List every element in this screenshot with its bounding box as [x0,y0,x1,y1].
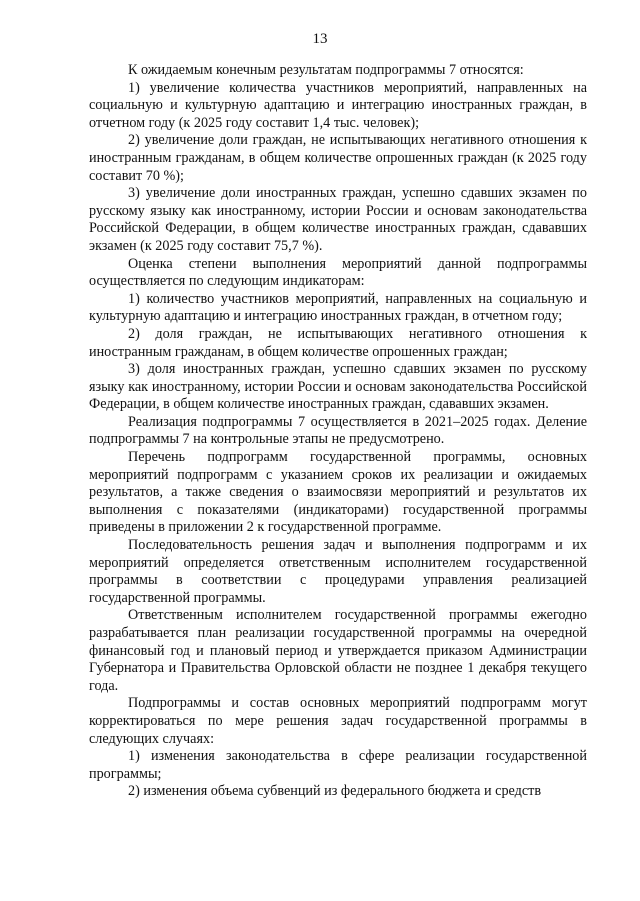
paragraph-result-1: 1) увеличение количества участников мероприятий, направленных на социальную и культурную адаптацию и интеграцию иностранных граждан, в отчетном году (к 2025 году составит 1,4 тыс. человек); [89,79,587,131]
paragraph-indicator-2: 2) доля граждан, не испытывающих негативного отношения к иностранным гражданам, в общем количестве опрошенных граждан; [89,325,587,360]
paragraph-evaluation-intro: Оценка степени выполнения мероприятий данной подпрограммы осуществляется по следующим индикаторам: [89,255,587,290]
paragraph-adjustment-cases: Подпрограммы и состав основных мероприятий подпрограмм могут корректироваться по мере решения задач государственной программы в следующих случаях: [89,695,587,747]
paragraph-indicator-3: 3) доля иностранных граждан, успешно сдавших экзамен по русскому языку как иностранному, истории России и основам законодательства Российской Федерации, в общем количестве иностранных граждан, сдававших экзамен. [89,361,587,413]
paragraph-case-2: 2) изменения объема субвенций из федерального бюджета и средств [128,783,542,800]
paragraph-result-3: 3) увеличение доли иностранных граждан, успешно сдавших экзамен по русскому языку как иностранному, истории России и основам законодательства Российской Федерации, в общем количестве иностранных граждан, сдававших экзамен (к 2025 году составит 75,7 %). [89,185,587,254]
paragraph-list-of-subprograms: Перечень подпрограмм государственной программы, основных мероприятий подпрограмм с указанием сроков их реализации и ожидаемых результатов, а также сведения о взаимосвязи мероприятий и результатов их выполнения с показателями (индикаторами) государственной программы приведены в приложении 2 к государственной программе. [89,449,587,536]
paragraph-expected-results-intro: К ожидаемым конечным результатам подпрограммы 7 относятся: [128,62,524,78]
paragraph-result-2: 2) увеличение доли граждан, не испытывающих негативного отношения к иностранным гражданам, в общем количестве опрошенных граждан (к 2025 году составит 70 %); [89,132,587,184]
page-number: 13 [312,31,328,47]
paragraph-implementation-period: Реализация подпрограммы 7 осуществляется в 2021–2025 годах. Деление подпрограммы 7 на контрольные этапы не предусмотрено. [89,413,587,448]
paragraph-sequence: Последовательность решения задач и выполнения подпрограмм и их мероприятий определяется ответственным исполнителем государственной программы в соответствии с процедурами управления реализацией государственной программы. [89,537,587,606]
paragraph-indicator-1: 1) количество участников мероприятий, направленных на социальную и культурную адаптацию и интеграцию иностранных граждан, в отчетном году; [89,290,587,325]
paragraph-annual-plan: Ответственным исполнителем государственной программы ежегодно разрабатывается план реализации государственной программы на очередной финансовый год и плановый период и утверждается приказом Администрации Губернатора и Правительства Орловской области не позднее 1 декабря текущего года. [89,607,587,694]
document-body [89,62,587,801]
paragraph-case-1: 1) изменения законодательства в сфере реализации государственной программы; [89,748,587,782]
